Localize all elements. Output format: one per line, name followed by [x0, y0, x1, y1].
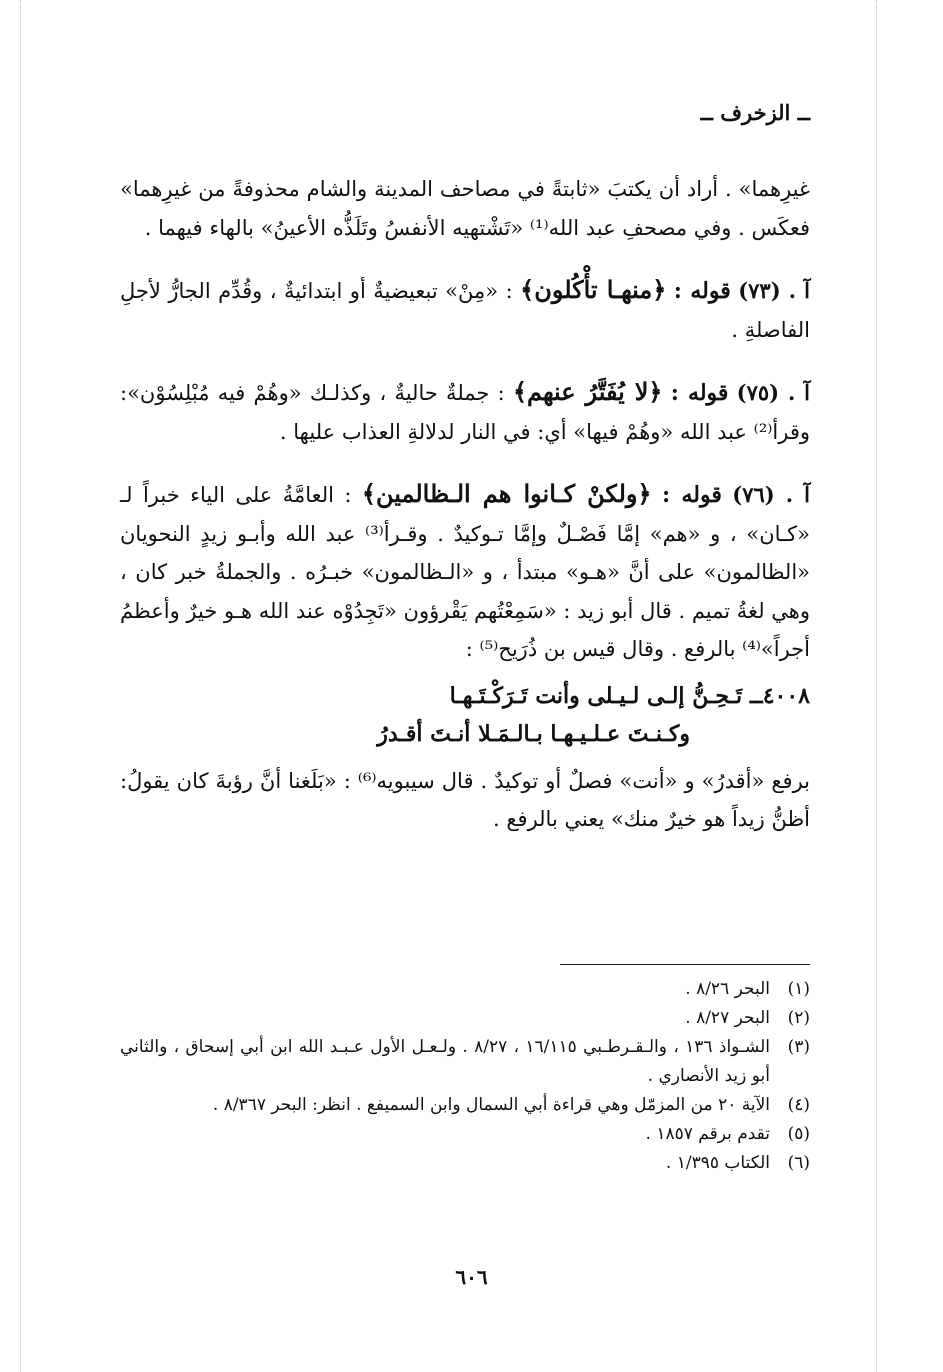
poetry-verse [120, 677, 810, 754]
qawluhu-label: قوله : [670, 380, 729, 406]
verse-number: آ . (٧٦) [732, 482, 810, 507]
page-number: ٦٠٦ [455, 1265, 488, 1289]
footnote-text: البحر ٨/٢٧ . [685, 1008, 770, 1028]
quran-quote: ﴿لا يُفَتَّرُ عنهم﴾ [512, 377, 663, 406]
footnote-separator [560, 964, 810, 965]
footnote-number: (١) [787, 979, 810, 999]
verse-number: آ . (٧٣) [738, 278, 810, 303]
paragraph-ayah-73 [120, 271, 810, 349]
footnote-number: (٢) [787, 1008, 810, 1028]
footnote-text: الكتاب ١/٣٩٥ . [665, 1153, 770, 1173]
poem-hemistich-2: وكـنـتَ عـلـيـهـا بـالـمَـلا أنـتَ أقـدرُ [377, 721, 690, 747]
paragraph-ayah-75 [120, 373, 810, 451]
quran-quote: ﴿منهـا تأْكُلون﴾ [520, 275, 667, 304]
poem-hemistich-1 [120, 677, 810, 716]
commentary-text: : جملةٌ حاليةٌ ، وكذلـك «وهُمْ فيه مُبْلِسُوْن»: وقرأ⁽²⁾ عبد الله «وهُمْ فيها» أي: في النار لدلالةِ العذاب عليها . [120, 381, 810, 444]
footnote-text: الشـواذ ١٣٦ ، والـقـرطـبي ١٦/١١٥ ، ٨/٢٧ . ولـعـل الأول عـبـد الله ابن أبي إسحاق ، والثاني أبو زيد الأنصاري . [120, 1037, 771, 1086]
footnote-number: (٣) [787, 1037, 810, 1057]
paragraph-ayah-76 [120, 475, 810, 669]
footnote-4 [120, 1091, 810, 1120]
footnotes [120, 975, 810, 1178]
margin-guide-left [20, 0, 21, 1372]
footnote-text: البحر ٨/٢٦ . [685, 979, 770, 999]
commentary-text: : «مِنْ» تبعيضيةٌ أو ابتدائيةٌ ، وقُدِّم الجارُّ لأجلِ الفاصلةِ . [120, 279, 810, 342]
running-header: ــ الزخرف ــ [700, 100, 810, 125]
paragraph-conclusion: برفع «أقدرُ» و «أنت» فصلٌ أو توكيدٌ . قال سيبويه⁽⁶⁾ : «بَلَغنا أنَّ رؤبةَ كان يقولُ: أظنُّ زيداً هو خيرٌ منك» يعني بالرفع . [120, 768, 810, 831]
footnote-5 [120, 1120, 810, 1149]
footnote-2 [120, 1004, 810, 1033]
margin-guide-right [876, 0, 877, 1372]
footnote-number: (٥) [787, 1124, 810, 1144]
footnote-6 [120, 1149, 810, 1178]
paragraph-intro: غيرِهما» . أراد أن يكتبَ «ثابتةً في مصاحف المدينة والشام محذوفةً من غيرِهما» فعكَس . وفي مصحفِ عبد الله⁽¹⁾ «تَشْتهيه الأنفسُ وتَلَذُّه الأعينُ» بالهاء فيهما . [120, 177, 810, 240]
verse-number: آ . (٧٥) [736, 380, 810, 405]
footnote-number: (٦) [787, 1153, 810, 1173]
commentary-text: : العامَّةُ على الياء خبراً لـ «كـان» ، و «هم» إمَّا فَصْـلٌ وإمَّا تـوكيدٌ . وقـرأ⁽³⁾ عبد الله وأبـو زيدٍ النحويان «الظالمون» على أنَّ «هـو» مبتدأ ، و «الـظالمون» خبـرُه . والجملةُ خبر كان ، وهي لغةُ تميم . قال أبو زيد : «سَمِعْتُهم يَقْرؤون «تَجِدُوْه عند الله هـو خيرٌ وأعظمُ أجراً»⁽⁴⁾ بالرفع . وقال قيس بن ذُرَيح⁽⁵⁾ : [120, 483, 811, 661]
footnote-1 [120, 975, 810, 1004]
qawluhu-label: قوله : [673, 278, 731, 304]
footnote-text: تقدم برقم ١٨٥٧ . [645, 1124, 770, 1144]
poem-number: ٤٠٠٨ــ [749, 682, 810, 709]
footnote-text: الآية ٢٠ من المزمّل وهي قراءة أبي السمال وابن السميفع . انظر: البحر ٨/٣٦٧ . [212, 1095, 770, 1115]
qawluhu-label: قوله : [661, 482, 722, 508]
poem-line-1-text: تَـحِـنُّ إلـى لـيـلى وأنت تَـرَكْـتَـهـا [449, 682, 743, 709]
quran-quote: ﴿ولكنْ كـانوا هم الـظالمين﴾ [361, 479, 652, 508]
footnote-3 [120, 1033, 810, 1091]
footnote-number: (٤) [787, 1095, 810, 1115]
main-text [120, 170, 810, 863]
